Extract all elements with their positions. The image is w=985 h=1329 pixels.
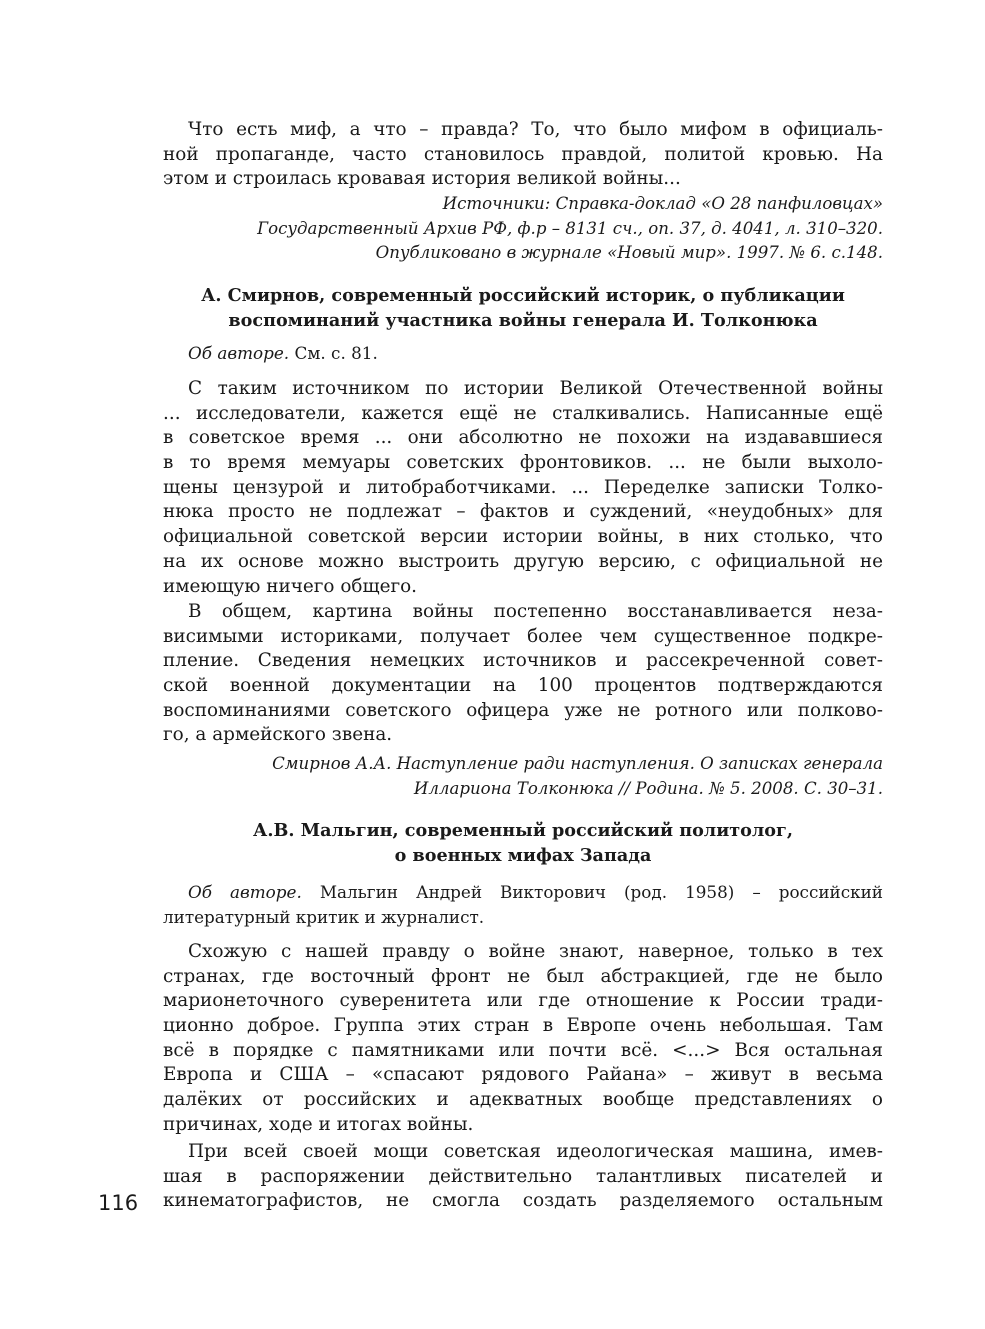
text-line: в то время мемуары советских фронтовиков. ... не были выхоло-	[163, 452, 883, 474]
line	[163, 1165, 883, 1190]
line	[163, 575, 883, 600]
line	[163, 625, 883, 650]
line	[163, 341, 883, 366]
line	[163, 402, 883, 427]
text-line: воспоминаний участника войны генерала И. Толконюка	[228, 309, 818, 331]
source-citation	[163, 192, 883, 266]
line	[163, 777, 883, 802]
line	[163, 118, 883, 143]
source-citation	[163, 752, 883, 801]
line	[163, 309, 883, 334]
text-line: нюка просто не подлежат – фактов и суждений, «неудобных» для	[163, 501, 883, 523]
text-line: Мальгин Андрей Викторович (род. 1958) – российский	[319, 882, 883, 902]
line	[163, 1088, 883, 1113]
line	[163, 723, 883, 748]
text-line: Источники: Справка-доклад «О 28 панфиловцах»	[442, 194, 883, 213]
line	[163, 143, 883, 168]
text-line: щены цензурой и литобработчиками. ... Переделке записки Толко-	[163, 476, 883, 498]
text-line: всё в порядке с памятниками или почти всё. <...> Вся остальная	[163, 1039, 883, 1061]
line	[163, 989, 883, 1014]
text-line: кинематографистов, не смогла создать разделяемого остальным	[163, 1190, 883, 1212]
paragraph	[163, 600, 883, 748]
text-line: литературный критик и журналист.	[163, 906, 485, 927]
text-line: Европа и США – «спасают рядового Райана» – живут в весьма	[163, 1064, 883, 1086]
text-line: странах, где восточный фронт не был абстракцией, где не было	[163, 965, 883, 987]
text-line: ной пропаганде, часто становилось правдой, политой кровью. На	[163, 143, 883, 165]
text-line: См. с. 81.	[294, 343, 378, 363]
text-line: А.В. Мальгин, современный российский политолог,	[253, 820, 793, 841]
line	[163, 940, 883, 965]
line	[163, 1113, 883, 1138]
text-line: Государственный Архив РФ, ф.р – 8131 сч., оп. 37, д. 4041, л. 310–320.	[257, 218, 883, 238]
text-line: ... исследователи, кажется ещё не сталкивались. Написанные ещё	[163, 402, 883, 424]
text-line: ской военной документации на 100 процентов подтверждаются	[163, 675, 883, 697]
line	[163, 699, 883, 724]
text-line: Опубликовано в журнале «Новый мир». 1997. № 6. с.148.	[375, 243, 883, 263]
section-heading	[163, 284, 883, 333]
paragraph	[163, 1140, 883, 1214]
line	[163, 844, 883, 869]
text-line: Схожую с нашей правду о войне знают, наверное, только в тех	[188, 941, 883, 962]
author-note	[163, 880, 883, 929]
text-line: далёких от российских и адекватных вообще представлениях о	[163, 1089, 883, 1111]
text-line: висимыми историками, получает более чем существенное подкре-	[163, 625, 883, 647]
line	[163, 476, 883, 501]
line	[163, 451, 883, 476]
line	[163, 377, 883, 402]
paragraph	[163, 377, 883, 599]
line	[163, 550, 883, 575]
author-note	[163, 341, 883, 366]
line	[163, 880, 883, 905]
text-line: Иллариона Толконюка // Родина. № 5. 2008. С. 30–31.	[413, 778, 883, 798]
line	[163, 1039, 883, 1064]
line	[163, 500, 883, 525]
page-number: 116	[98, 1191, 139, 1215]
text-line: причинах, ходе и итогах войны.	[163, 1113, 474, 1135]
text-line: го, а армейского звена.	[163, 724, 393, 746]
text-line: При всей своей мощи советская идеологическая машина, имев-	[188, 1141, 883, 1162]
text-line: в советское время ... они абсолютно не похожи на издававшиеся	[163, 427, 883, 449]
line	[163, 752, 883, 777]
author-note-label: Об авторе.	[188, 882, 302, 902]
text-line: Смирнов А.А. Наступление ради наступления. О записках генерала	[272, 754, 883, 773]
text-line: шая в распоряжении действительно талантливых писателей и	[163, 1165, 883, 1187]
line	[163, 1014, 883, 1039]
author-note-label: Об авторе.	[188, 343, 290, 363]
line	[163, 905, 883, 930]
line	[163, 1189, 883, 1214]
line	[163, 217, 883, 242]
line	[163, 965, 883, 990]
line	[163, 1140, 883, 1165]
text-line: этом и строилась кровавая история великой войны...	[163, 168, 681, 190]
text-line: А. Смирнов, современный российский историк, о публикации	[201, 285, 845, 306]
line	[163, 525, 883, 550]
text-line: В общем, картина войны постепенно восстанавливается неза-	[188, 601, 883, 622]
line	[163, 819, 883, 844]
text-line: имеющую ничего общего.	[163, 575, 418, 597]
text-line: воспоминаниями советского офицера уже не ротного или полково-	[163, 699, 883, 721]
text-line: официальной советской версии истории войны, в них столько, что	[163, 526, 883, 548]
line	[163, 167, 883, 192]
line	[163, 284, 883, 309]
text-line: на их основе можно выстроить другую версию, с официальной не	[163, 550, 883, 572]
line	[163, 192, 883, 217]
line	[163, 649, 883, 674]
line	[163, 600, 883, 625]
text-line: марионеточного суверенитета или где отношение к России тради-	[163, 990, 883, 1012]
line	[163, 241, 883, 266]
section-heading	[163, 819, 883, 868]
text-line: пление. Сведения немецких источников и рассекреченной совет-	[163, 650, 883, 672]
paragraph	[163, 940, 883, 1138]
line	[163, 1063, 883, 1088]
text-line: Что есть миф, а что – правда? То, что было мифом в официаль-	[188, 119, 883, 140]
line	[163, 674, 883, 699]
text-line: ционно доброе. Группа этих стран в Европе очень небольшая. Там	[163, 1015, 883, 1037]
paragraph	[163, 118, 883, 192]
text-line: о военных мифах Запада	[394, 844, 652, 866]
text-line: С таким источником по истории Великой Отечественной войны	[188, 378, 883, 399]
line	[163, 426, 883, 451]
